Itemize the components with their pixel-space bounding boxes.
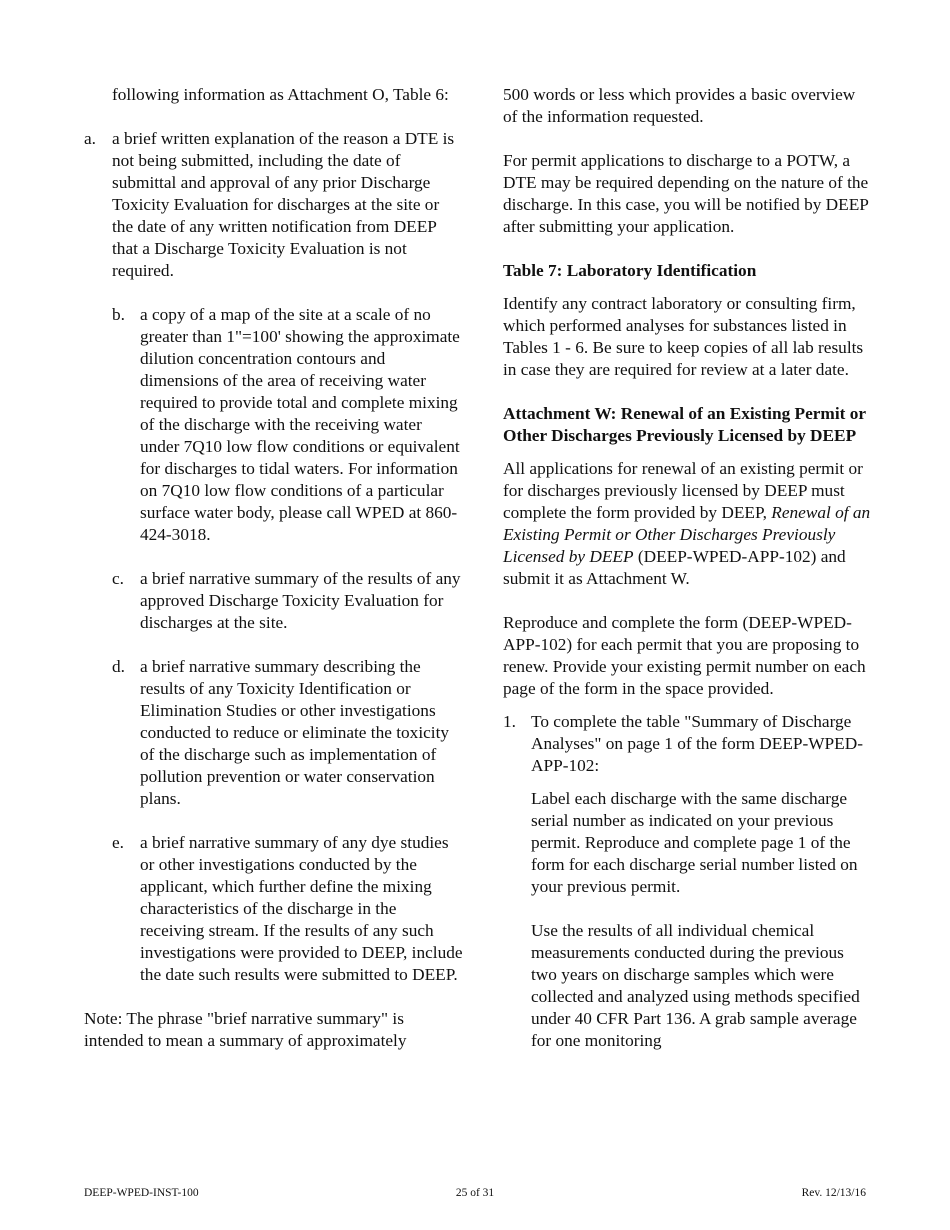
list-item-e xyxy=(112,832,464,986)
potw-paragraph: For permit applications to discharge to a POTW, a DTE may be required depending on the nature of the discharge. In this case, you will be notified by DEEP after submitting your application. xyxy=(503,151,869,236)
list-item-text: a brief narrative summary of any dye studies or other investigations conducted by the applicant, which further define the mixing characteristics of the discharge in the receiving stream. If the results of any such investigations were provided to DEEP, include the date such results were submitted to DEEP. xyxy=(140,833,463,984)
table7-paragraph: Identify any contract laboratory or consulting firm, which performed analyses for substances listed in Tables 1 - 6. Be sure to keep copies of all lab results in case they are required for review at a later date. xyxy=(503,294,864,379)
list-marker: c. xyxy=(112,569,124,588)
continuation-text: 500 words or less which provides a basic overview of the information requested. xyxy=(503,85,856,126)
attachment-w-p1-text-end: (DEEP-WPED-APP-102) and submit it as Attachment W. xyxy=(503,547,846,588)
step-1-sub-paragraph-1: Label each discharge with the same discharge serial number as indicated on your previous permit. Reproduce and complete page 1 of the form for each discharge serial number listed on your previous permit. xyxy=(531,789,858,896)
step-1-sub-paragraph-2: Use the results of all individual chemical measurements conducted during the previous two years on discharge samples which were collected and analyzed using methods specified under 40 CFR Part 136. A grab sample average for one monitoring xyxy=(531,921,860,1050)
list-marker: 1. xyxy=(503,712,516,731)
list-item-c xyxy=(112,568,464,634)
list-item-text: a brief narrative summary of the results of any approved Discharge Toxicity Evaluation for discharges at the site. xyxy=(140,569,461,632)
list-item-text: a brief narrative summary describing the results of any Toxicity Identification or Elimination Studies or other investigations conducted to reduce or eliminate the toxicity of the discharge such as implementation of pollution prevention or water conservation plans. xyxy=(140,657,450,808)
table7-heading: Table 7: Laboratory Identification xyxy=(503,261,757,280)
list-item-a xyxy=(84,128,464,282)
list-item-text: a copy of a map of the site at a scale of no greater than 1"=100' showing the approximate dilution concentration contours and dimensions of the area of receiving water required to provide total and complete mixing of the discharge with the receiving water under 7Q10 low flow conditions or equivalent for discharges to tidal waters. For information on 7Q10 low flow conditions of a particular surface water body, please call WPED at 860-424-3018. xyxy=(140,305,460,544)
note-text: Note: The phrase "brief narrative summary" is intended to mean a summary of approximately xyxy=(84,1009,407,1050)
list-item-d xyxy=(112,656,464,810)
attachment-w-paragraph-1 xyxy=(503,458,873,590)
form-title-italic: Renewal of an Existing Permit or Other Discharges Previously Licensed by DEEP xyxy=(503,503,871,566)
attachment-w-heading: Attachment W: Renewal of an Existing Permit or Other Discharges Previously Licensed by DEEP xyxy=(503,404,866,445)
footer-form-id: DEEP-WPED-INST-100 xyxy=(84,1187,199,1199)
list-marker: b. xyxy=(112,305,125,324)
list-item-text: a brief written explanation of the reason a DTE is not being submitted, including the date of submittal and approval of any prior Discharge Toxicity Evaluation for discharges at the site or the date of any written notification from DEEP that a Discharge Toxicity Evaluation is not required. xyxy=(112,129,455,280)
list-marker: a. xyxy=(84,129,96,148)
attachment-w-paragraph-2: Reproduce and complete the form (DEEP-WPED-APP-102) for each permit that you are proposing to renew. Provide your existing permit number on each page of the form in the space provided. xyxy=(503,613,866,698)
step-1 xyxy=(503,711,873,1052)
left-column xyxy=(84,84,464,1052)
right-column xyxy=(503,84,873,1052)
list-marker: e. xyxy=(112,833,124,852)
list-item-b xyxy=(112,304,464,546)
step-1-text: To complete the table "Summary of Discharge Analyses" on page 1 of the form DEEP-WPED-APP-102: xyxy=(531,712,863,775)
attachment-w-p1-text: All applications for renewal of an existing permit or for discharges previously licensed by DEEP must complete the form provided by DEEP, xyxy=(503,459,863,522)
footer-page-number: 25 of 31 xyxy=(455,1187,495,1199)
footer-revision: Rev. 12/13/16 xyxy=(801,1187,866,1199)
intro-text: following information as Attachment O, Table 6: xyxy=(112,85,449,104)
list-marker: d. xyxy=(112,657,125,676)
